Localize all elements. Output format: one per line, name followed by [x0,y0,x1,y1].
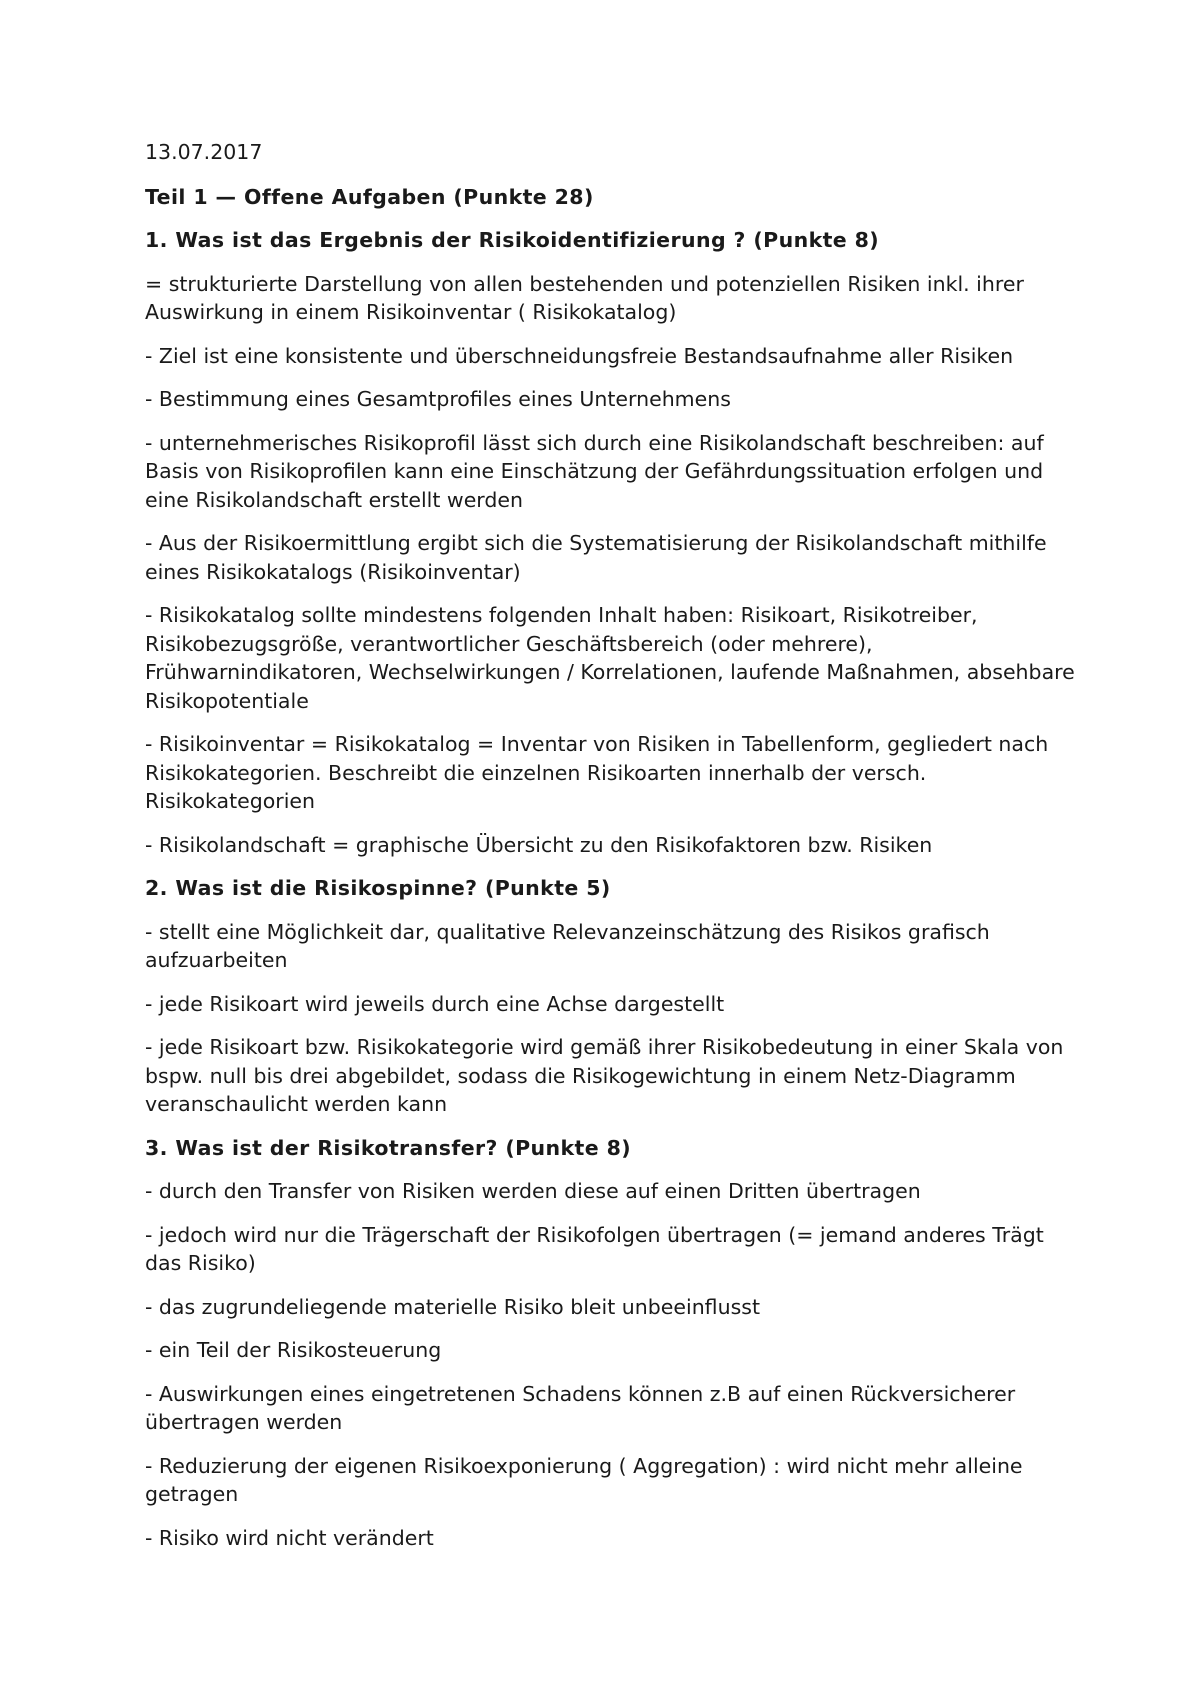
question-2-paragraph: - jede Risikoart wird jeweils durch eine Achse dargestellt [145,991,725,1016]
question-1-paragraph: - Risikoinventar = Risikokatalog = Inventar von Risiken in Tabellenform, gegliedert nach Risikokategorien. Beschreibt die einzelnen Risikoarten innerhalb der versch. Risikokategorien [145,732,1049,813]
question-3-paragraph: - Auswirkungen eines eingetretenen Schadens können z.B auf einen Rückversicherer übertragen werden [145,1381,1016,1434]
question-2-paragraph: - stellt eine Möglichkeit dar, qualitative Relevanzeinschätzung des Risikos grafisch aufzuarbeiten [145,919,990,972]
question-3-paragraph: - jedoch wird nur die Trägerschaft der Risikofolgen übertragen (= jemand anderes Trägt das Risiko) [145,1222,1044,1275]
question-1-paragraph: = strukturierte Darstellung von allen bestehenden und potenziellen Risiken inkl. ihrer Auswirkung in einem Risikoinventar ( Risikokatalog) [145,271,1024,324]
document-date: 13.07.2017 [145,140,263,164]
question-3-paragraph: - Risiko wird nicht verändert [145,1525,434,1550]
question-3-paragraph: - ein Teil der Risikosteuerung [145,1338,442,1362]
question-3-paragraph: - durch den Transfer von Risiken werden diese auf einen Dritten übertragen [145,1179,921,1203]
question-1-paragraph: - Risikokatalog sollte mindestens folgenden Inhalt haben: Risikoart, Risikotreiber, Risikobezugsgröße, verantwortlicher Geschäftsbereich (oder mehrere), Frühwarnindikatoren, Wechselwirkungen / Korrelationen, laufende Maßnahmen, absehbare Risikopotentiale [145,603,1075,713]
question-2-paragraph: - jede Risikoart bzw. Risikokategorie wird gemäß ihrer Risikobedeutung in einer Skala von bspw. null bis drei abgebildet, sodass die Risikogewichtung in einem Netz-Diagramm veranschaulicht werden kann [145,1035,1064,1116]
question-3-paragraph: - Reduzierung der eigenen Risikoexponierung ( Aggregation) : wird nicht mehr alleine getragen [145,1453,1023,1506]
question-3-heading: 3. Was ist der Risikotransfer? (Punkte 8) [145,1135,632,1160]
question-1-heading: 1. Was ist das Ergebnis der Risikoidentifizierung ? (Punkte 8) [145,228,880,252]
question-1-paragraph: - Risikolandschaft = graphische Übersicht zu den Risikofaktoren bzw. Risiken [145,832,933,857]
question-1-paragraph: - Ziel ist eine konsistente und überschneidungsfreie Bestandsaufnahme aller Risiken [145,343,1014,368]
question-1-paragraph: - unternehmerisches Risikoprofil lässt sich durch eine Risikolandschaft beschreiben: auf Basis von Risikoprofilen kann eine Einschätzung der Gefährdungssituation erfolgen und eine Risikolandschaft erstellt werden [145,430,1044,512]
question-2-heading: 2. Was ist die Risikospinne? (Punkte 5) [145,876,611,900]
part-title: Teil 1 — Offene Aufgaben (Punkte 28) [145,184,594,209]
question-1-paragraph: - Bestimmung eines Gesamtprofiles eines Unternehmens [145,387,731,411]
question-1-paragraph: - Aus der Risikoermittlung ergibt sich die Systematisierung der Risikolandschaft mithilfe eines Risikokatalogs (Risikoinventar) [145,531,1047,584]
document-page [145,138,1075,1567]
question-3-paragraph: - das zugrundeliegende materielle Risiko bleit unbeeinflusst [145,1294,760,1319]
